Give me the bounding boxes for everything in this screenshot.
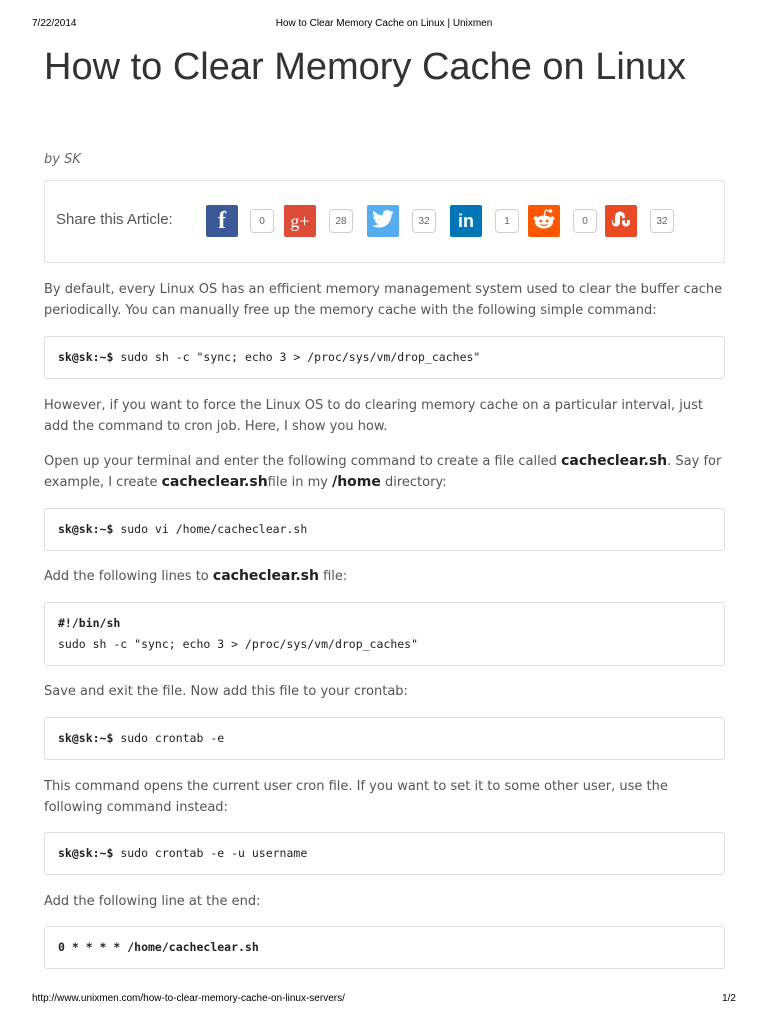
- code-block: [44, 832, 725, 875]
- paragraph-cron-intro: However, if you want to force the Linux OS to do clearing memory cache on a particular interval, just add the command to cron job. Here, I show you how.: [44, 398, 703, 434]
- code-block: [44, 926, 725, 969]
- google-plus-share-count: 28: [329, 209, 353, 233]
- google-plus-icon: g+: [290, 210, 310, 231]
- article-title: How to Clear Memory Cache on Linux: [44, 46, 687, 88]
- page-url: http://www.unixmen.com/how-to-clear-memory-cache-on-linux-servers/: [32, 993, 345, 1004]
- paragraph-create-file: Open up your terminal and enter the following command to create a file called cacheclear.sh. Say for example, I create cacheclear.shfile in my /home directory:: [44, 453, 722, 490]
- stumbleupon-share-button[interactable]: [605, 205, 637, 237]
- google-plus-share-button[interactable]: [284, 205, 316, 237]
- facebook-icon: f: [218, 207, 226, 234]
- code-block: [44, 508, 725, 551]
- shell-command: sudo crontab -e: [113, 731, 225, 745]
- print-header: [32, 18, 736, 32]
- paragraph-add-line-end: Add the following line at the end:: [44, 894, 261, 909]
- reddit-share-button[interactable]: [528, 205, 560, 237]
- print-footer: [32, 993, 736, 1007]
- twitter-share-button[interactable]: [367, 205, 399, 237]
- code-block: [44, 336, 725, 379]
- share-label: Share this Article:: [56, 211, 173, 228]
- facebook-share-count: 0: [250, 209, 274, 233]
- filename-emphasis: cacheclear.sh: [212, 568, 319, 584]
- paragraph-add-lines: Add the following lines to cacheclear.sh file:: [44, 568, 348, 584]
- twitter-share-count: 32: [412, 209, 436, 233]
- share-box: [44, 180, 725, 263]
- twitter-icon: [372, 210, 394, 233]
- code-line: 0 * * * * /home/cacheclear.sh: [58, 940, 259, 954]
- stumbleupon-icon: [610, 211, 632, 232]
- code-block: [44, 602, 725, 666]
- article: [44, 46, 725, 954]
- linkedin-icon: in: [458, 210, 474, 231]
- paragraph-intro: By default, every Linux OS has an efficient memory management system used to clear the buffer cache periodically. You can manually free up the memory cache with the following simple command:: [44, 282, 723, 318]
- filename-emphasis: cacheclear.sh: [161, 474, 268, 490]
- shell-prompt: sk@sk:~$: [58, 522, 114, 536]
- print-page-title: How to Clear Memory Cache on Linux | Unixmen: [275, 18, 493, 29]
- shell-prompt: sk@sk:~$: [58, 846, 114, 860]
- code-line: #!/bin/sh: [58, 616, 121, 630]
- page-number: 1/2: [722, 993, 736, 1004]
- stumbleupon-share-count: 32: [650, 209, 674, 233]
- reddit-share-count: 0: [573, 209, 597, 233]
- filename-emphasis: cacheclear.sh: [561, 453, 668, 469]
- code-line: sudo sh -c "sync; echo 3 > /proc/sys/vm/drop_caches": [58, 637, 419, 651]
- paragraph-save-exit: Save and exit the file. Now add this file to your crontab:: [44, 684, 408, 699]
- directory-emphasis: /home: [332, 474, 381, 490]
- byline: by SK: [44, 152, 81, 167]
- code-block: [44, 717, 725, 760]
- facebook-share-button[interactable]: [206, 205, 238, 237]
- shell-command: sudo sh -c "sync; echo 3 > /proc/sys/vm/drop_caches": [113, 350, 481, 364]
- linkedin-share-button[interactable]: [450, 205, 482, 237]
- print-date: 7/22/2014: [32, 18, 77, 29]
- reddit-icon: [532, 208, 556, 235]
- shell-command: sudo vi /home/cacheclear.sh: [113, 522, 308, 536]
- linkedin-share-count: 1: [495, 209, 519, 233]
- shell-prompt: sk@sk:~$: [58, 731, 114, 745]
- shell-command: sudo crontab -e -u username: [113, 846, 308, 860]
- paragraph-other-user: This command opens the current user cron file. If you want to set it to some other user, use the following command instead:: [44, 779, 668, 815]
- shell-prompt: sk@sk:~$: [58, 350, 114, 364]
